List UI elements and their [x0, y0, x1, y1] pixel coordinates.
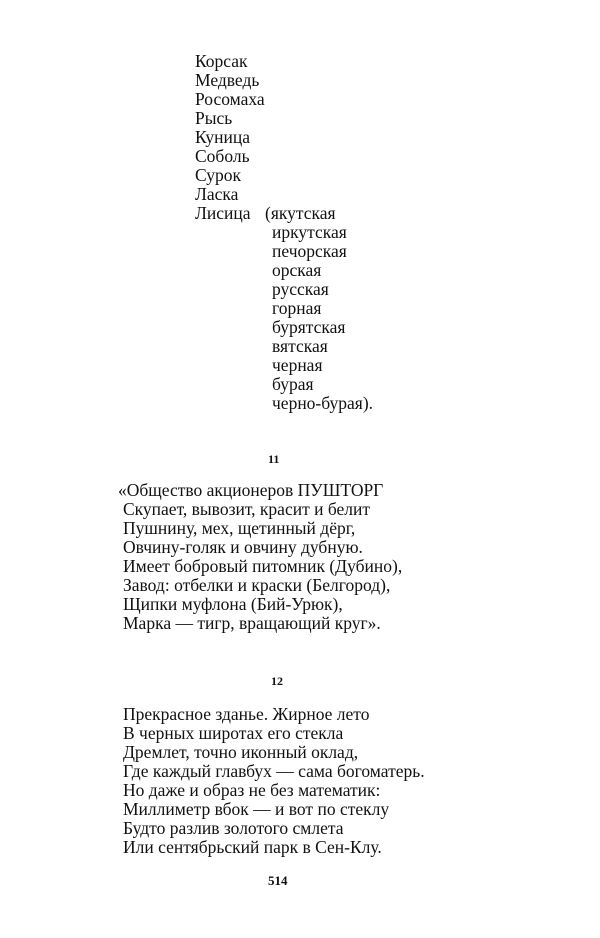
fox-variety-line: печорская [272, 241, 347, 261]
verse-line: Миллиметр вбок — и вот по стеклу [123, 799, 390, 819]
animal-line: Куница [195, 127, 250, 147]
verse-line: Пушнину, мех, щетинный дёрг, [123, 518, 356, 538]
animal-line: Корсак [195, 51, 248, 71]
fox-variety-line: вятская [272, 336, 328, 356]
verse-line: Скупает, вывозит, красит и белит [123, 499, 371, 519]
verse-line: Где каждый главбух — сама богоматерь. [123, 761, 425, 781]
section-number: 12 [271, 674, 283, 688]
verse-line: Овчину-голяк и овчину дубную. [123, 537, 363, 557]
fox-variety-line: бурая [272, 374, 314, 394]
fox-variety-line: горная [272, 298, 322, 318]
verse-line: Прекрасное зданье. Жирное лето [123, 704, 370, 724]
verse-line: Щипки муфлона (Бий-Урюк), [123, 594, 343, 614]
animal-line: Росомаха [195, 89, 265, 109]
fox-variety-line: орская [272, 260, 322, 280]
fox-variety-line: русская [272, 279, 329, 299]
animal-line: Рысь [195, 108, 233, 128]
verse-line: Дремлет, точно иконный оклад, [123, 742, 359, 762]
verse-line: Марка — тигр, вращающий круг». [123, 613, 381, 633]
fox-variety-line: черная [272, 355, 323, 375]
verse-line: «Общество акционеров ПУШТОРГ [118, 480, 384, 500]
animal-line: Медведь [195, 70, 260, 90]
page-number: 514 [268, 873, 288, 888]
fox-variety-line: иркутская [272, 222, 347, 242]
verse-line: Имеет бобровый питомник (Дубино), [123, 556, 403, 576]
verse-line: В черных широтах его стекла [123, 723, 344, 743]
fox-variety-line: (якутская [265, 203, 336, 223]
animal-line: Лисица [195, 203, 251, 223]
verse-line: Или сентябрьский парк в Сен-Клу. [123, 837, 382, 857]
fox-variety-line: черно-бурая). [272, 393, 374, 413]
animal-line: Сурок [195, 165, 241, 185]
verse-line: Но даже и образ не без математик: [123, 780, 381, 800]
animal-line: Ласка [195, 184, 239, 204]
verse-line: Завод: отбелки и краски (Белгород), [123, 575, 391, 595]
section-number: 11 [268, 452, 280, 466]
fox-variety-line: бурятская [272, 317, 346, 337]
animal-line: Соболь [195, 146, 250, 166]
verse-line: Будто разлив золотого смлета [123, 818, 344, 838]
